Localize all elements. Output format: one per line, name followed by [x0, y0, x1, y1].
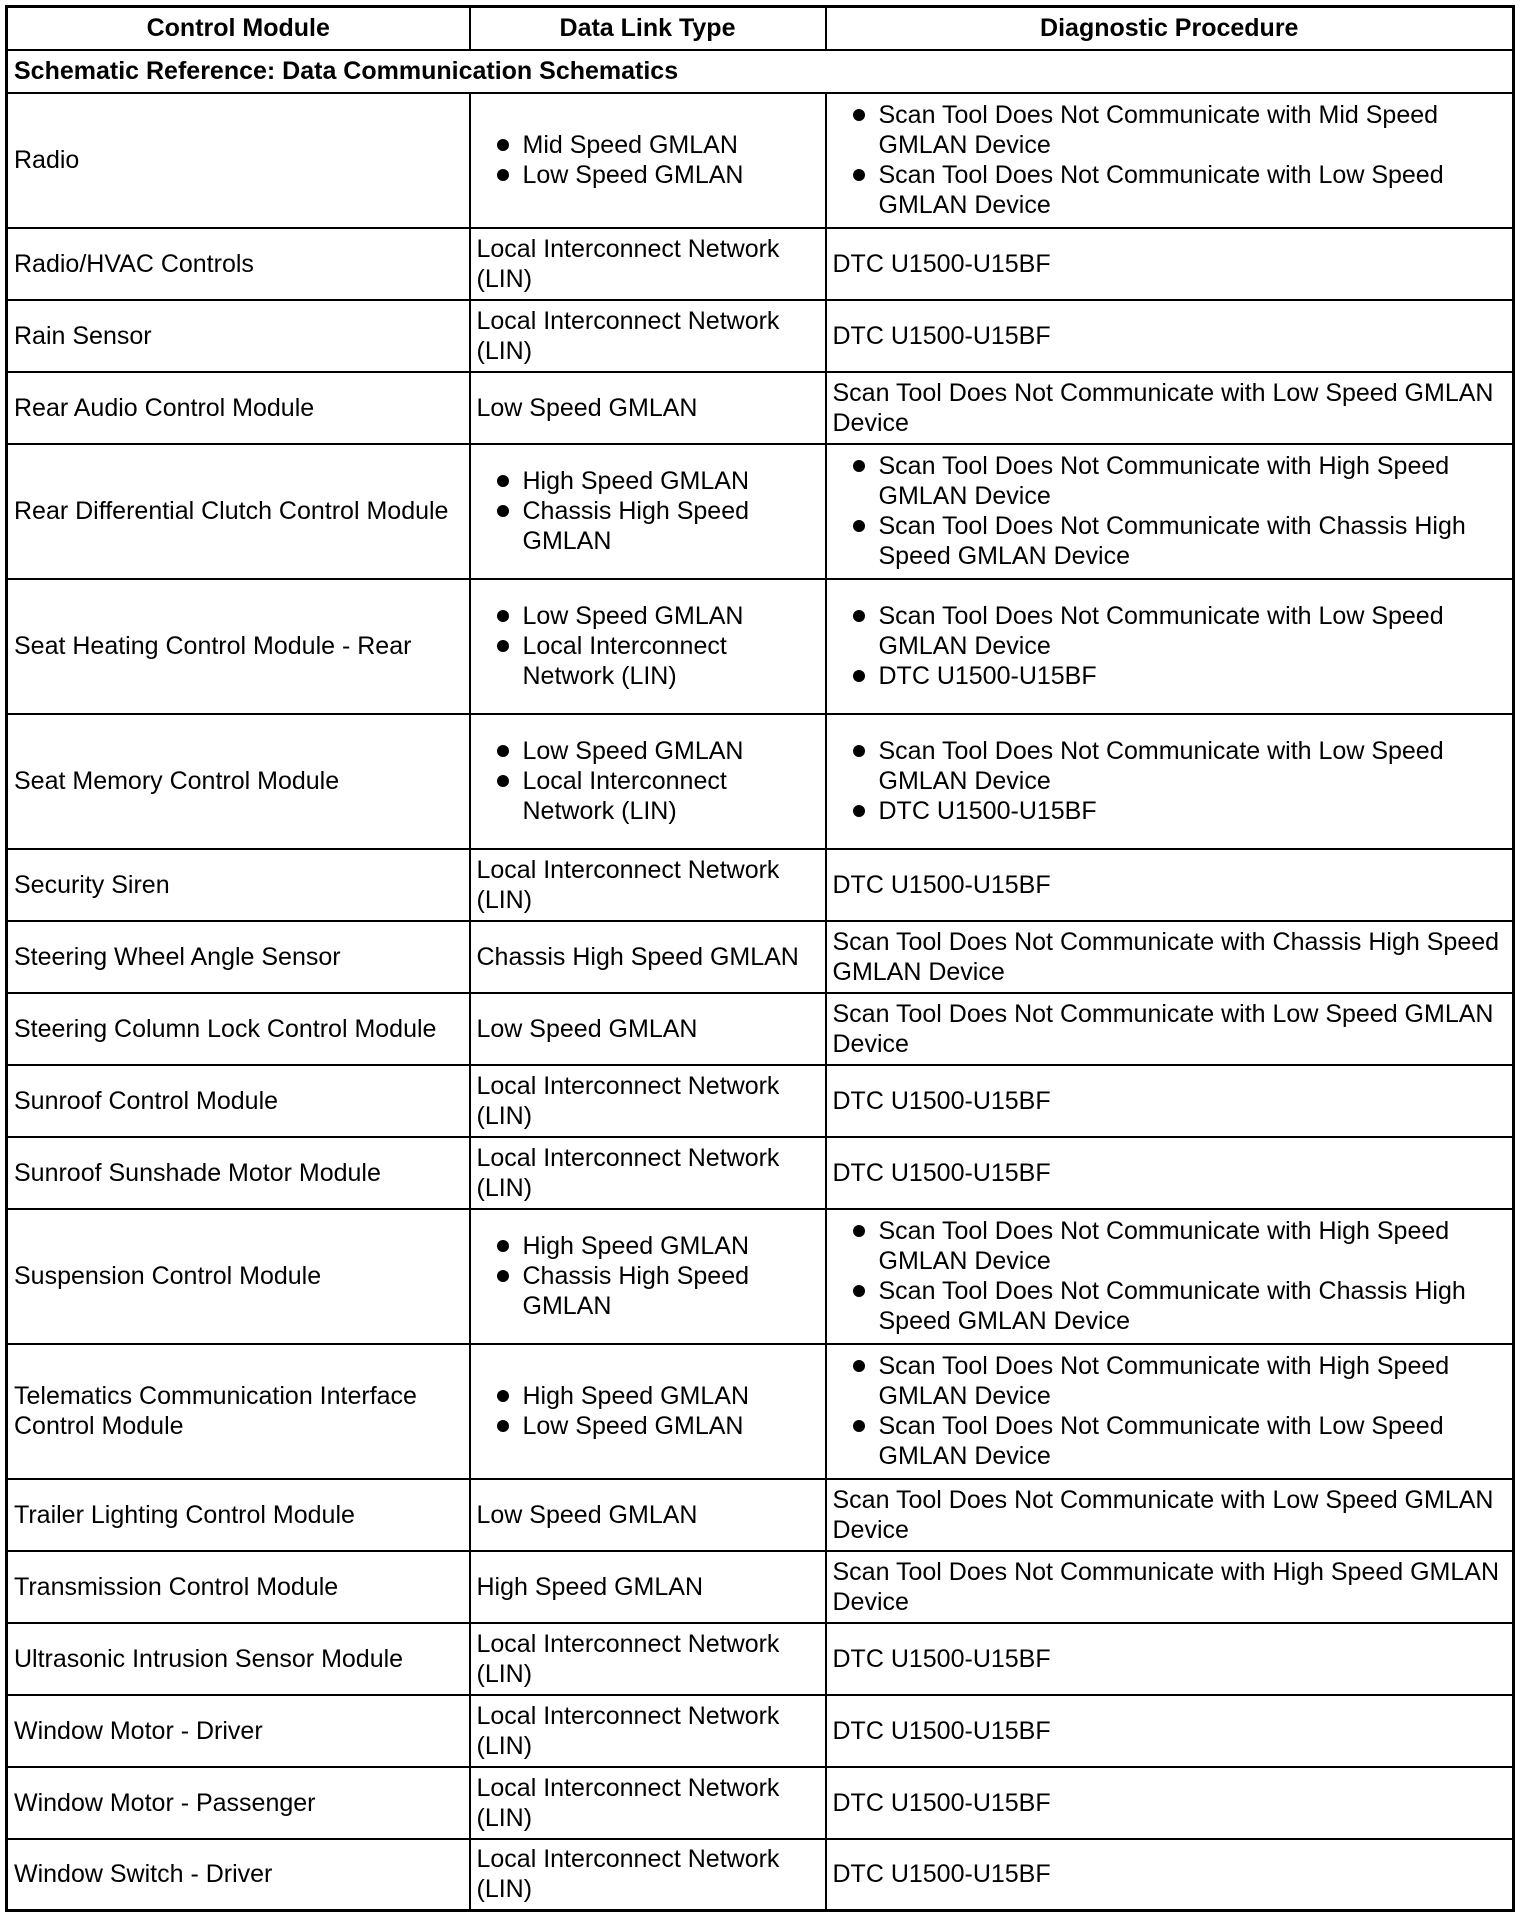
bullet-item: Mid Speed GMLAN	[477, 130, 819, 160]
control-module-cell: Rear Differential Clutch Control Module	[7, 444, 470, 579]
diagnostic-procedure-cell: DTC U1500-U15BF	[826, 1623, 1514, 1695]
table-row	[7, 579, 1514, 714]
bullet-list	[477, 601, 819, 691]
table-row	[7, 1137, 1514, 1209]
bullet-item: Low Speed GMLAN	[477, 160, 819, 190]
diagnostic-procedure-cell	[826, 1344, 1514, 1479]
diagnostic-procedure-cell	[826, 444, 1514, 579]
control-module-cell: Rear Audio Control Module	[7, 372, 470, 444]
diagnostic-procedure-cell: Scan Tool Does Not Communicate with Low Speed GMLAN Device	[826, 1479, 1514, 1551]
bullet-list	[833, 1351, 1507, 1471]
data-link-type-cell: Local Interconnect Network (LIN)	[470, 1767, 826, 1839]
bullet-list	[477, 466, 819, 556]
control-module-cell: Suspension Control Module	[7, 1209, 470, 1344]
bullet-item: Scan Tool Does Not Communicate with Chassis High Speed GMLAN Device	[833, 511, 1507, 571]
bullet-item: Scan Tool Does Not Communicate with High Speed GMLAN Device	[833, 1216, 1507, 1276]
header-row	[7, 7, 1514, 50]
table-row	[7, 228, 1514, 300]
bullet-item: Scan Tool Does Not Communicate with Low Speed GMLAN Device	[833, 160, 1507, 220]
diagnostic-procedure-cell: DTC U1500-U15BF	[826, 1065, 1514, 1137]
control-module-cell: Window Switch - Driver	[7, 1839, 470, 1911]
table-row	[7, 921, 1514, 993]
control-module-cell: Seat Memory Control Module	[7, 714, 470, 849]
control-module-cell: Transmission Control Module	[7, 1551, 470, 1623]
diagnostic-procedure-cell: Scan Tool Does Not Communicate with Low Speed GMLAN Device	[826, 993, 1514, 1065]
table-row	[7, 993, 1514, 1065]
bullet-item: Scan Tool Does Not Communicate with Low Speed GMLAN Device	[833, 601, 1507, 661]
table-row	[7, 714, 1514, 849]
data-link-type-cell: Local Interconnect Network (LIN)	[470, 300, 826, 372]
data-link-type-cell: Local Interconnect Network (LIN)	[470, 1623, 826, 1695]
control-module-cell: Window Motor - Driver	[7, 1695, 470, 1767]
header-data-link-type: Data Link Type	[470, 7, 826, 50]
control-module-table	[5, 5, 1515, 1912]
header-diagnostic-procedure: Diagnostic Procedure	[826, 7, 1514, 50]
data-link-type-cell	[470, 579, 826, 714]
data-link-type-cell: Local Interconnect Network (LIN)	[470, 1695, 826, 1767]
section-row	[7, 50, 1514, 93]
control-module-cell: Steering Wheel Angle Sensor	[7, 921, 470, 993]
diagnostic-procedure-cell	[826, 1209, 1514, 1344]
diagnostic-procedure-cell: DTC U1500-U15BF	[826, 1137, 1514, 1209]
diagnostic-procedure-cell: DTC U1500-U15BF	[826, 300, 1514, 372]
table-row	[7, 1209, 1514, 1344]
bullet-item: Local Interconnect Network (LIN)	[477, 631, 819, 691]
diagnostic-procedure-cell: Scan Tool Does Not Communicate with Chassis High Speed GMLAN Device	[826, 921, 1514, 993]
table-body	[7, 50, 1514, 1911]
bullet-list	[833, 100, 1507, 220]
bullet-list	[477, 130, 819, 190]
data-link-type-cell	[470, 1344, 826, 1479]
bullet-item: Scan Tool Does Not Communicate with Mid Speed GMLAN Device	[833, 100, 1507, 160]
control-module-cell: Window Motor - Passenger	[7, 1767, 470, 1839]
diagnostic-procedure-cell	[826, 93, 1514, 228]
data-link-type-cell: Chassis High Speed GMLAN	[470, 921, 826, 993]
data-link-type-cell	[470, 444, 826, 579]
table-row	[7, 1479, 1514, 1551]
bullet-list	[833, 601, 1507, 691]
table-row	[7, 1695, 1514, 1767]
data-link-type-cell: High Speed GMLAN	[470, 1551, 826, 1623]
control-module-cell: Ultrasonic Intrusion Sensor Module	[7, 1623, 470, 1695]
bullet-item: Scan Tool Does Not Communicate with High Speed GMLAN Device	[833, 1351, 1507, 1411]
bullet-item: Scan Tool Does Not Communicate with Chassis High Speed GMLAN Device	[833, 1276, 1507, 1336]
data-link-type-cell: Low Speed GMLAN	[470, 372, 826, 444]
diagnostic-procedure-cell: Scan Tool Does Not Communicate with High Speed GMLAN Device	[826, 1551, 1514, 1623]
data-link-type-cell: Local Interconnect Network (LIN)	[470, 849, 826, 921]
diagnostic-procedure-cell	[826, 579, 1514, 714]
control-module-cell: Rain Sensor	[7, 300, 470, 372]
bullet-item: DTC U1500-U15BF	[833, 796, 1507, 826]
bullet-item: High Speed GMLAN	[477, 466, 819, 496]
data-link-type-cell	[470, 714, 826, 849]
bullet-item: Low Speed GMLAN	[477, 1411, 819, 1441]
bullet-item: Scan Tool Does Not Communicate with High Speed GMLAN Device	[833, 451, 1507, 511]
data-link-type-cell: Local Interconnect Network (LIN)	[470, 1065, 826, 1137]
diagnostic-procedure-cell: Scan Tool Does Not Communicate with Low Speed GMLAN Device	[826, 372, 1514, 444]
table-row	[7, 1065, 1514, 1137]
control-module-cell: Security Siren	[7, 849, 470, 921]
table-row	[7, 444, 1514, 579]
data-link-type-cell	[470, 93, 826, 228]
bullet-list	[477, 736, 819, 826]
control-module-cell: Radio	[7, 93, 470, 228]
bullet-list	[833, 451, 1507, 571]
bullet-item: DTC U1500-U15BF	[833, 661, 1507, 691]
bullet-list	[833, 736, 1507, 826]
diagnostic-procedure-cell: DTC U1500-U15BF	[826, 849, 1514, 921]
table-row	[7, 1551, 1514, 1623]
header-control-module: Control Module	[7, 7, 470, 50]
bullet-item: High Speed GMLAN	[477, 1381, 819, 1411]
table-row	[7, 93, 1514, 228]
bullet-item: Scan Tool Does Not Communicate with Low Speed GMLAN Device	[833, 1411, 1507, 1471]
control-module-cell: Sunroof Control Module	[7, 1065, 470, 1137]
bullet-item: Chassis High Speed GMLAN	[477, 1261, 819, 1321]
diagnostic-procedure-cell: DTC U1500-U15BF	[826, 1695, 1514, 1767]
data-link-type-cell: Low Speed GMLAN	[470, 1479, 826, 1551]
table-row	[7, 849, 1514, 921]
table-row	[7, 1839, 1514, 1911]
bullet-item: High Speed GMLAN	[477, 1231, 819, 1261]
table-row	[7, 1623, 1514, 1695]
data-link-type-cell: Local Interconnect Network (LIN)	[470, 1839, 826, 1911]
table-row	[7, 372, 1514, 444]
bullet-item: Low Speed GMLAN	[477, 736, 819, 766]
diagnostic-procedure-cell: DTC U1500-U15BF	[826, 228, 1514, 300]
bullet-list	[477, 1231, 819, 1321]
bullet-list	[477, 1381, 819, 1441]
control-module-cell: Steering Column Lock Control Module	[7, 993, 470, 1065]
control-module-cell: Trailer Lighting Control Module	[7, 1479, 470, 1551]
control-module-cell: Radio/HVAC Controls	[7, 228, 470, 300]
data-link-type-cell: Local Interconnect Network (LIN)	[470, 1137, 826, 1209]
diagnostic-procedure-cell: DTC U1500-U15BF	[826, 1767, 1514, 1839]
table-row	[7, 1344, 1514, 1479]
control-module-cell: Telematics Communication Interface Control Module	[7, 1344, 470, 1479]
bullet-item: Chassis High Speed GMLAN	[477, 496, 819, 556]
data-link-type-cell: Low Speed GMLAN	[470, 993, 826, 1065]
table-row	[7, 1767, 1514, 1839]
table-row	[7, 300, 1514, 372]
data-link-type-cell	[470, 1209, 826, 1344]
bullet-item: Scan Tool Does Not Communicate with Low Speed GMLAN Device	[833, 736, 1507, 796]
control-module-cell: Seat Heating Control Module - Rear	[7, 579, 470, 714]
diagnostic-procedure-cell: DTC U1500-U15BF	[826, 1839, 1514, 1911]
bullet-list	[833, 1216, 1507, 1336]
bullet-item: Local Interconnect Network (LIN)	[477, 766, 819, 826]
schematic-reference: Schematic Reference: Data Communication Schematics	[7, 50, 1514, 93]
bullet-item: Low Speed GMLAN	[477, 601, 819, 631]
diagnostic-procedure-cell	[826, 714, 1514, 849]
data-link-type-cell: Local Interconnect Network (LIN)	[470, 228, 826, 300]
control-module-cell: Sunroof Sunshade Motor Module	[7, 1137, 470, 1209]
